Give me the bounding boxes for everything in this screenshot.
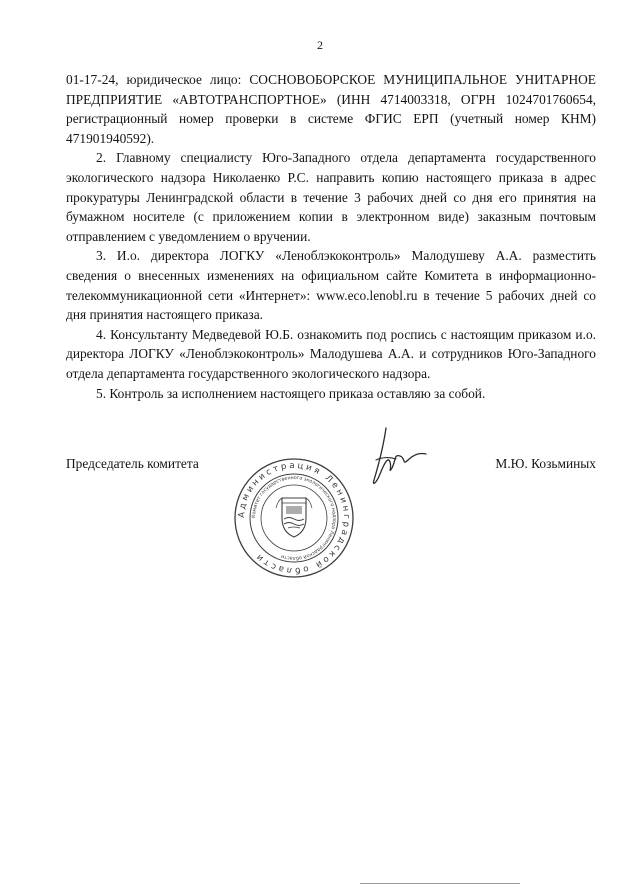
signer-title: Председатель комитета <box>66 456 199 471</box>
handwritten-signature-icon <box>362 424 432 494</box>
paragraph-item-5: 5. Контроль за исполнением настоящего приказа оставляю за собой. <box>96 385 486 401</box>
signature-block <box>66 452 596 582</box>
paragraph-item-3: 3. И.о. директора ЛОГКУ «Леноблэкоконтроль» Малодушеву А.А. разместить сведения о внесенных изменениях на официальном сайте Комитета в информационно-телекоммуникационной сети «Интернет»: www.eco.lenobl.ru в течение 5 рабочих дней со дня принятия настоящего приказа. <box>66 248 596 323</box>
paragraph-item-2: 2. Главному специалисту Юго-Западного отдела департамента государственного экологического надзора Николаенко Р.С. направить копию настоящего приказа в адрес прокуратуры Ленинградской области в течение 3 рабочих дней со дня его принятия на бумажном носителе (с приложением копии в электронном виде) заказным почтовым отправлением с уведомлением о вручении. <box>66 150 596 244</box>
document-body <box>66 70 596 403</box>
official-stamp-icon <box>232 456 356 580</box>
footer-rule <box>360 883 520 884</box>
paragraph-item-4: 4. Консультанту Медведевой Ю.Б. ознакомить под роспись с настоящим приказом и.о. директора ЛОГКУ «Леноблэкоконтроль» Малодушева А.А. и сотрудников Юго-Западного отдела департамента государственного экологического надзора. <box>66 326 596 381</box>
page-number: 2 <box>317 38 323 52</box>
signer-name: М.Ю. Козьминых <box>495 456 596 471</box>
stamp-inner-text: Комитет государственного экологического надзора Ленинградской области <box>251 475 337 561</box>
stamp-outer-text: Администрация Ленинградской области <box>236 460 352 576</box>
paragraph-continuation: 01-17-24, юридическое лицо: СОСНОВОБОРСКОЕ МУНИЦИПАЛЬНОЕ УНИТАРНОЕ ПРЕДПРИЯТИЕ «АВТОТРАНСПОРТНОЕ» (ИНН 4714003318, ОГРН 1024701760654, регистрационный номер проверки в системе ФГИС ЕРП (учетный номер КНМ) 471901940592). <box>66 72 596 146</box>
coat-of-arms-icon <box>276 498 312 537</box>
